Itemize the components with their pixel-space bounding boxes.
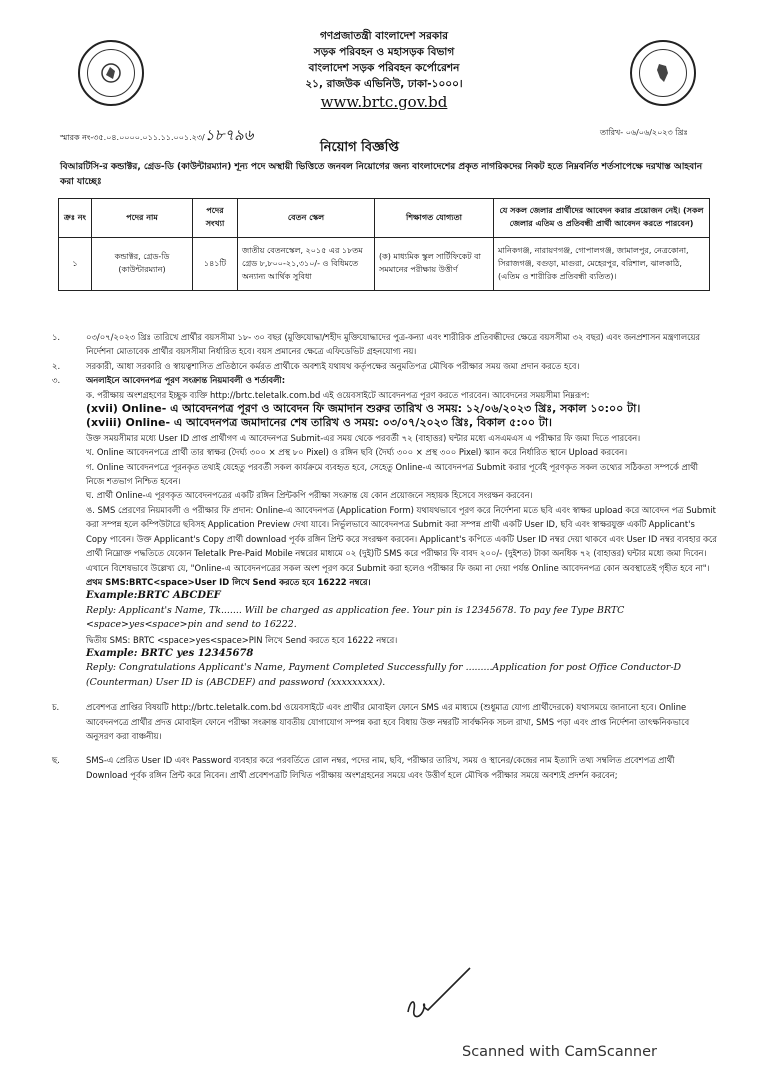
notice-title: নিয়োগ বিজ্ঞপ্তি xyxy=(320,140,399,155)
item-marker: চ. xyxy=(52,702,60,713)
sub-item-gha: ঘ. প্রার্থী Online-এ পূরণকৃত আবেদনপত্রের একটি রঙ্গিন প্রিন্টকপি পরীক্ষা সংক্রান্ত যে কোন প্রয়োজনে সহায়ক হিসেবে সংরক্ষন করবেন। xyxy=(86,490,533,501)
website-link[interactable]: www.brtc.gov.bd xyxy=(320,93,448,111)
table-row xyxy=(59,238,710,291)
government-seal-left xyxy=(78,40,144,106)
second-sms-instruction: দ্বিতীয় SMS: BRTC <space>yes<space>PIN লিখে Send করতে হবে 16222 নম্বরে। xyxy=(86,634,398,645)
col-excluded-districts: যে সকল জেলার প্রার্থীদের আবেদন করার প্রয়োজন নেই। (সকল জেলার এতিম ও প্রতিবন্ধী প্রার্থী আবেদন করতে পারবেন) xyxy=(494,199,710,238)
col-post-count: পদের সংখ্যা xyxy=(193,199,238,238)
memo-handwritten-number: ১৮৭৯৬ xyxy=(204,126,254,144)
cell-serial: ১ xyxy=(59,238,92,291)
cell-qualification: (ক) মাধ্যমিক স্কুল সার্টিফিকেট বা সমমানের পরীক্ষায় উত্তীর্ণ xyxy=(375,238,494,291)
sub-item-kha: খ. Online আবেদনপত্রে প্রার্থী তার স্বাক্ষর (দৈর্ঘ্য ৩০০ × প্রস্থ ৮০ Pixel) ও রঙ্গিন ছবি (দৈর্ঘ্য ৩০০ × প্রস্থ ৩০০ Pixel) স্ক্যান করে নির্ধারিত স্থানে Upload করবেন। xyxy=(86,447,628,458)
user-id-fee-text: উক্ত সময়সীমার মধ্যে User ID প্রাপ্ত প্রার্থীগণ এ আবেদনপত্র Submit-এর সময় থেকে পরবর্তী ৭২ (বাহাত্তর) ঘন্টার মধ্যে এসএমএস এ পরীক্ষার ফি জমা দিতে পারবেন। xyxy=(86,432,641,443)
online-rules-heading: অনলাইনে আবেদনপত্র পূরণ সংক্রান্ত নিয়মাবলী ও শর্তাবলী: xyxy=(86,375,286,386)
table-header-row xyxy=(59,199,710,238)
list-item xyxy=(52,753,717,782)
terms-body xyxy=(52,330,717,782)
list-item xyxy=(52,373,717,387)
col-qualification: শিক্ষাগত যোগ্যতা xyxy=(375,199,494,238)
intro-paragraph: বিআরটিসি-র কন্ডাক্টর, গ্রেড-ডি (কাউন্টারম্যান) শূন্য পদে অস্থায়ী ভিত্তিতে জনবল নিয়োগের জন্য বাংলাদেশের প্রকৃত নাগরিকদের নিকট হতে নিম্নবর্নিত শর্তসাপেক্ষে দরখাস্ত আহবান করা যাচ্ছেঃ xyxy=(60,162,703,187)
sub-item-uma: ঙ. SMS প্রেরণের নিয়মাবলী ও পরীক্ষার ফি প্রদান: Online-এ আবেদনপত্র (Application Form) যথাযথভাবে পূরণ করে নির্দেশনা মতে ছবি এবং স্বাক্ষর upload করে আবেদন পত্র Submit করা সম্পন্ন হলে কম্পিউটারে ছবিসহ Application Preview দেখা যাবে। নির্ভুলভাবে আবেদনপত্র Submit করা সম্পন্ন প্রার্থী একটি User ID, ছবি এবং স্বাক্ষরযুক্ত একটি Applicant's Copy পাবেন। উক্ত Applicant's Copy প্রার্থী download পূর্বক রঙ্গিন প্রিন্ট করে সংরক্ষণ করবেন। Applicant's কপিতে একটি User ID নম্বর দেয়া থাকবে এবং User ID নম্বর ব্যবহার করে প্রার্থী নিম্নোক্ত পদ্ধতিতে যেকোন Teletalk Pre-Paid Mobile নম্বরের মাধ্যমে ০২ (দুই)টি SMS করে পরীক্ষার ফি বাবদ ২০০/- (দুইশত) টাকা অনধিক ৭২ (বাহাত্তর) ঘন্টার মধ্যে জমা দিবেন। এখানে বিশেষভাবে উল্লেখ্য যে, "Online-এ আবেদনপত্রের সকল অংশ পূরণ করে Submit করা হলেও পরীক্ষার ফি জমা না দেয়া পর্যন্ত Online আবেদনপত্র কোন অবস্থাতেই গৃহীত হবে না"। xyxy=(86,504,717,573)
cell-pay-scale: জাতীয় বেতনস্কেল, ২০১৫ এর ১৮তম গ্রেড ৮,৮০০-২১,৩১০/- ও বিধিমতে অন্যান্য আর্থিক সুবিধা xyxy=(238,238,375,291)
vacancy-table xyxy=(58,198,710,291)
camscanner-watermark: Scanned with CamScanner xyxy=(462,1044,658,1060)
header-line-1: গণপ্রজাতন্ত্রী বাংলাদেশ সরকার xyxy=(319,30,449,42)
memo-number xyxy=(60,124,253,149)
second-sms-reply: Reply: Congratulations Applicant's Name, Payment Completed Successfully for .........Application for post Office Conductor-D (Counterman) User ID is (ABCDEF) and password (xxxxxxxxx). xyxy=(86,662,682,688)
employed-candidates-text: সরকারী, আধা সরকারি ও স্বায়ত্বশাসিত প্রতিষ্ঠানে কর্মরত প্রার্থীকে অবশ্যই যথাযথ কর্তৃপক্ষের অনুমতিপত্র মৌখিক পরীক্ষার সময় জমা প্রদান করতে হবে। xyxy=(86,360,580,371)
letterhead xyxy=(200,28,568,112)
sub-item-ga: গ. Online আবেদনপত্রে পূরনকৃত তথ্যই যেহেতু পরবর্তী সকল কার্যক্রমে ব্যবহৃত হবে, সেহেতু Online-এ আবেদনপত্র Submit করার পূর্বেই পূরণকৃত সকল তথ্যের সঠিকতা সম্পর্কে প্রার্থী নিজে শতভাগ নিশ্চিত হবেন। xyxy=(86,461,698,487)
header-line-4: ২১, রাজউক এভিনিউ, ঢাকা-১০০০। xyxy=(305,78,463,90)
sub-item-ka: ক. পরীক্ষায় অংশগ্রহণের ইচ্ছুক ব্যক্তি http://brtc.teletalk.com.bd এই ওয়েবসাইটে আবেদনপত্র পূরণ করতে পারবেন। আবেদনের সময়সীমা নিম্নরূপ: xyxy=(86,389,590,400)
item-marker: ২. xyxy=(52,360,61,371)
cell-excluded-districts: মানিকগঞ্জ, নারায়ণগঞ্জ, গোপালগঞ্জ, জামালপুর, নেত্রকোনা, সিরাজগঞ্জ, বগুড়া, মাগুরা, মেহেরপুর, বরিশাল, ঝালকাঠি, (এতিম ও শারীরিক প্রতিবন্ধী ব্যতিত)। xyxy=(494,238,710,291)
cell-post-name: কন্ডাক্টর, গ্রেড-ডি (কাউন্টারম্যান) xyxy=(92,238,193,291)
item-marker: ৩. xyxy=(52,375,61,386)
end-date-line: (xviii) Online- এ আবেদনপত্র জমাদানের শেষ তারিখ ও সময়: ০৩/০৭/২০২৩ খ্রিঃ, বিকাল ৫:০০ টা। xyxy=(86,416,552,430)
list-item xyxy=(52,330,717,359)
col-pay-scale: বেতন স্কেল xyxy=(238,199,375,238)
header-line-3: বাংলাদেশ সড়ক পরিবহন কর্পোরেশন xyxy=(308,62,460,74)
signature-mark xyxy=(398,960,478,1030)
col-post-name: পদের নাম xyxy=(92,199,193,238)
col-serial: ক্রঃ নং xyxy=(59,199,92,238)
first-sms-instruction: প্রথম SMS:BRTC<space>User ID লিখে Send করতে হবে 16222 নম্বরে। xyxy=(86,576,371,587)
second-sms-example: Example: BRTC yes 12345678 xyxy=(86,647,254,659)
admit-card-notice-text: প্রবেশপত্র প্রাপ্তির বিষয়টি http://brtc.teletalk.com.bd ওয়েবসাইটে এবং প্রার্থীর মোবাইল ফোনে SMS এর মাধ্যমে (শুধুমাত্র যোগ্য প্রার্থীদেরকে) যথাসময়ে জানানো হবে। Online আবেদনপত্রে প্রার্থীর প্রদত্ত মোবাইল ফোনে পরীক্ষা সংক্রান্ত যাবতীয় যোগাযোগ সম্পন্ন করা হবে বিধায় উক্ত নম্বরটি সার্বক্ষনিক সচল রাখা, SMS পড়া এবং প্রাপ্ত নির্দেশনা তাৎক্ষনিকভাবে অনুসরণ করা বাঞ্চনীয়। xyxy=(86,702,690,741)
first-sms-example: Example:BRTC ABCDEF xyxy=(86,590,221,602)
memo-prefix: স্মারক নং-৩৫.০৪.০০০০.০১১.১১.০০১.২৩/ xyxy=(60,133,205,142)
first-sms-reply: Reply: Applicant's Name, Tk....... Will be charged as application fee. Your pin is 12345678. To pay fee Type BRTC <space>yes<space>pin and send to 16222. xyxy=(86,604,625,631)
admit-card-download-text: SMS-এ প্রেরিত User ID এবং Password ব্যবহার করে পরবর্তিতে রোল নম্বর, পদের নাম, ছবি, পরীক্ষার তারিখ, সময় ও স্থানের/কেন্দ্রের নাম ইত্যাদি তথ্য সম্বলিত প্রবেশপত্র প্রার্থী Download পূর্বক রঙ্গিন প্রিন্ট করে নিবেন। প্রার্থী প্রবেশপত্রটি লিখিত পরীক্ষায় অংশগ্রহনের সময়ে এবং উত্তীর্ণ হলে মৌখিক পরীক্ষার সময়ে অবশ্যই প্রদর্শন করবেন; xyxy=(86,755,675,780)
cell-post-count: ১৪১টি xyxy=(193,238,238,291)
start-date-line: (xvii) Online- এ আবেদনপত্র পূরণ ও আবেদন ফি জমাদান শুরুর তারিখ ও সময়: ১২/০৬/২০২৩ খ্রিঃ, সকাল ১০:০০ টা। xyxy=(86,402,641,416)
notice-date: তারিখ- ০৬/০৬/২০২৩ খ্রিঃ xyxy=(600,128,688,137)
list-item xyxy=(52,359,717,373)
header-line-2: সড়ক পরিবহন ও মহাসড়ক বিভাগ xyxy=(313,46,455,58)
age-limit-text: ০৩/০৭/২০২৩ খ্রিঃ তারিখে প্রার্থীর বয়সসীমা ১৮- ৩০ বছর (মুক্তিযোদ্ধা/শহীদ মুক্তিযোদ্ধাদের পুত্র-কন্যা এবং শারীরিক প্রতিবন্ধীদের ক্ষেত্রে বয়সসীমা ৩২ বছর) এবং জনপ্রশাসন মন্ত্রণালয়ের নির্দেশনা মোতাবেক প্রার্থীর বয়সসীমা নির্ধারিত হবে। বয়স প্রমানের ক্ষেত্রে এফিডেভিট গ্রহনযোগ্য নয়। xyxy=(86,332,701,357)
item-marker: ১. xyxy=(52,332,61,342)
list-item xyxy=(52,700,717,743)
item-marker: ছ. xyxy=(52,755,60,766)
brtc-logo-right xyxy=(630,40,696,106)
